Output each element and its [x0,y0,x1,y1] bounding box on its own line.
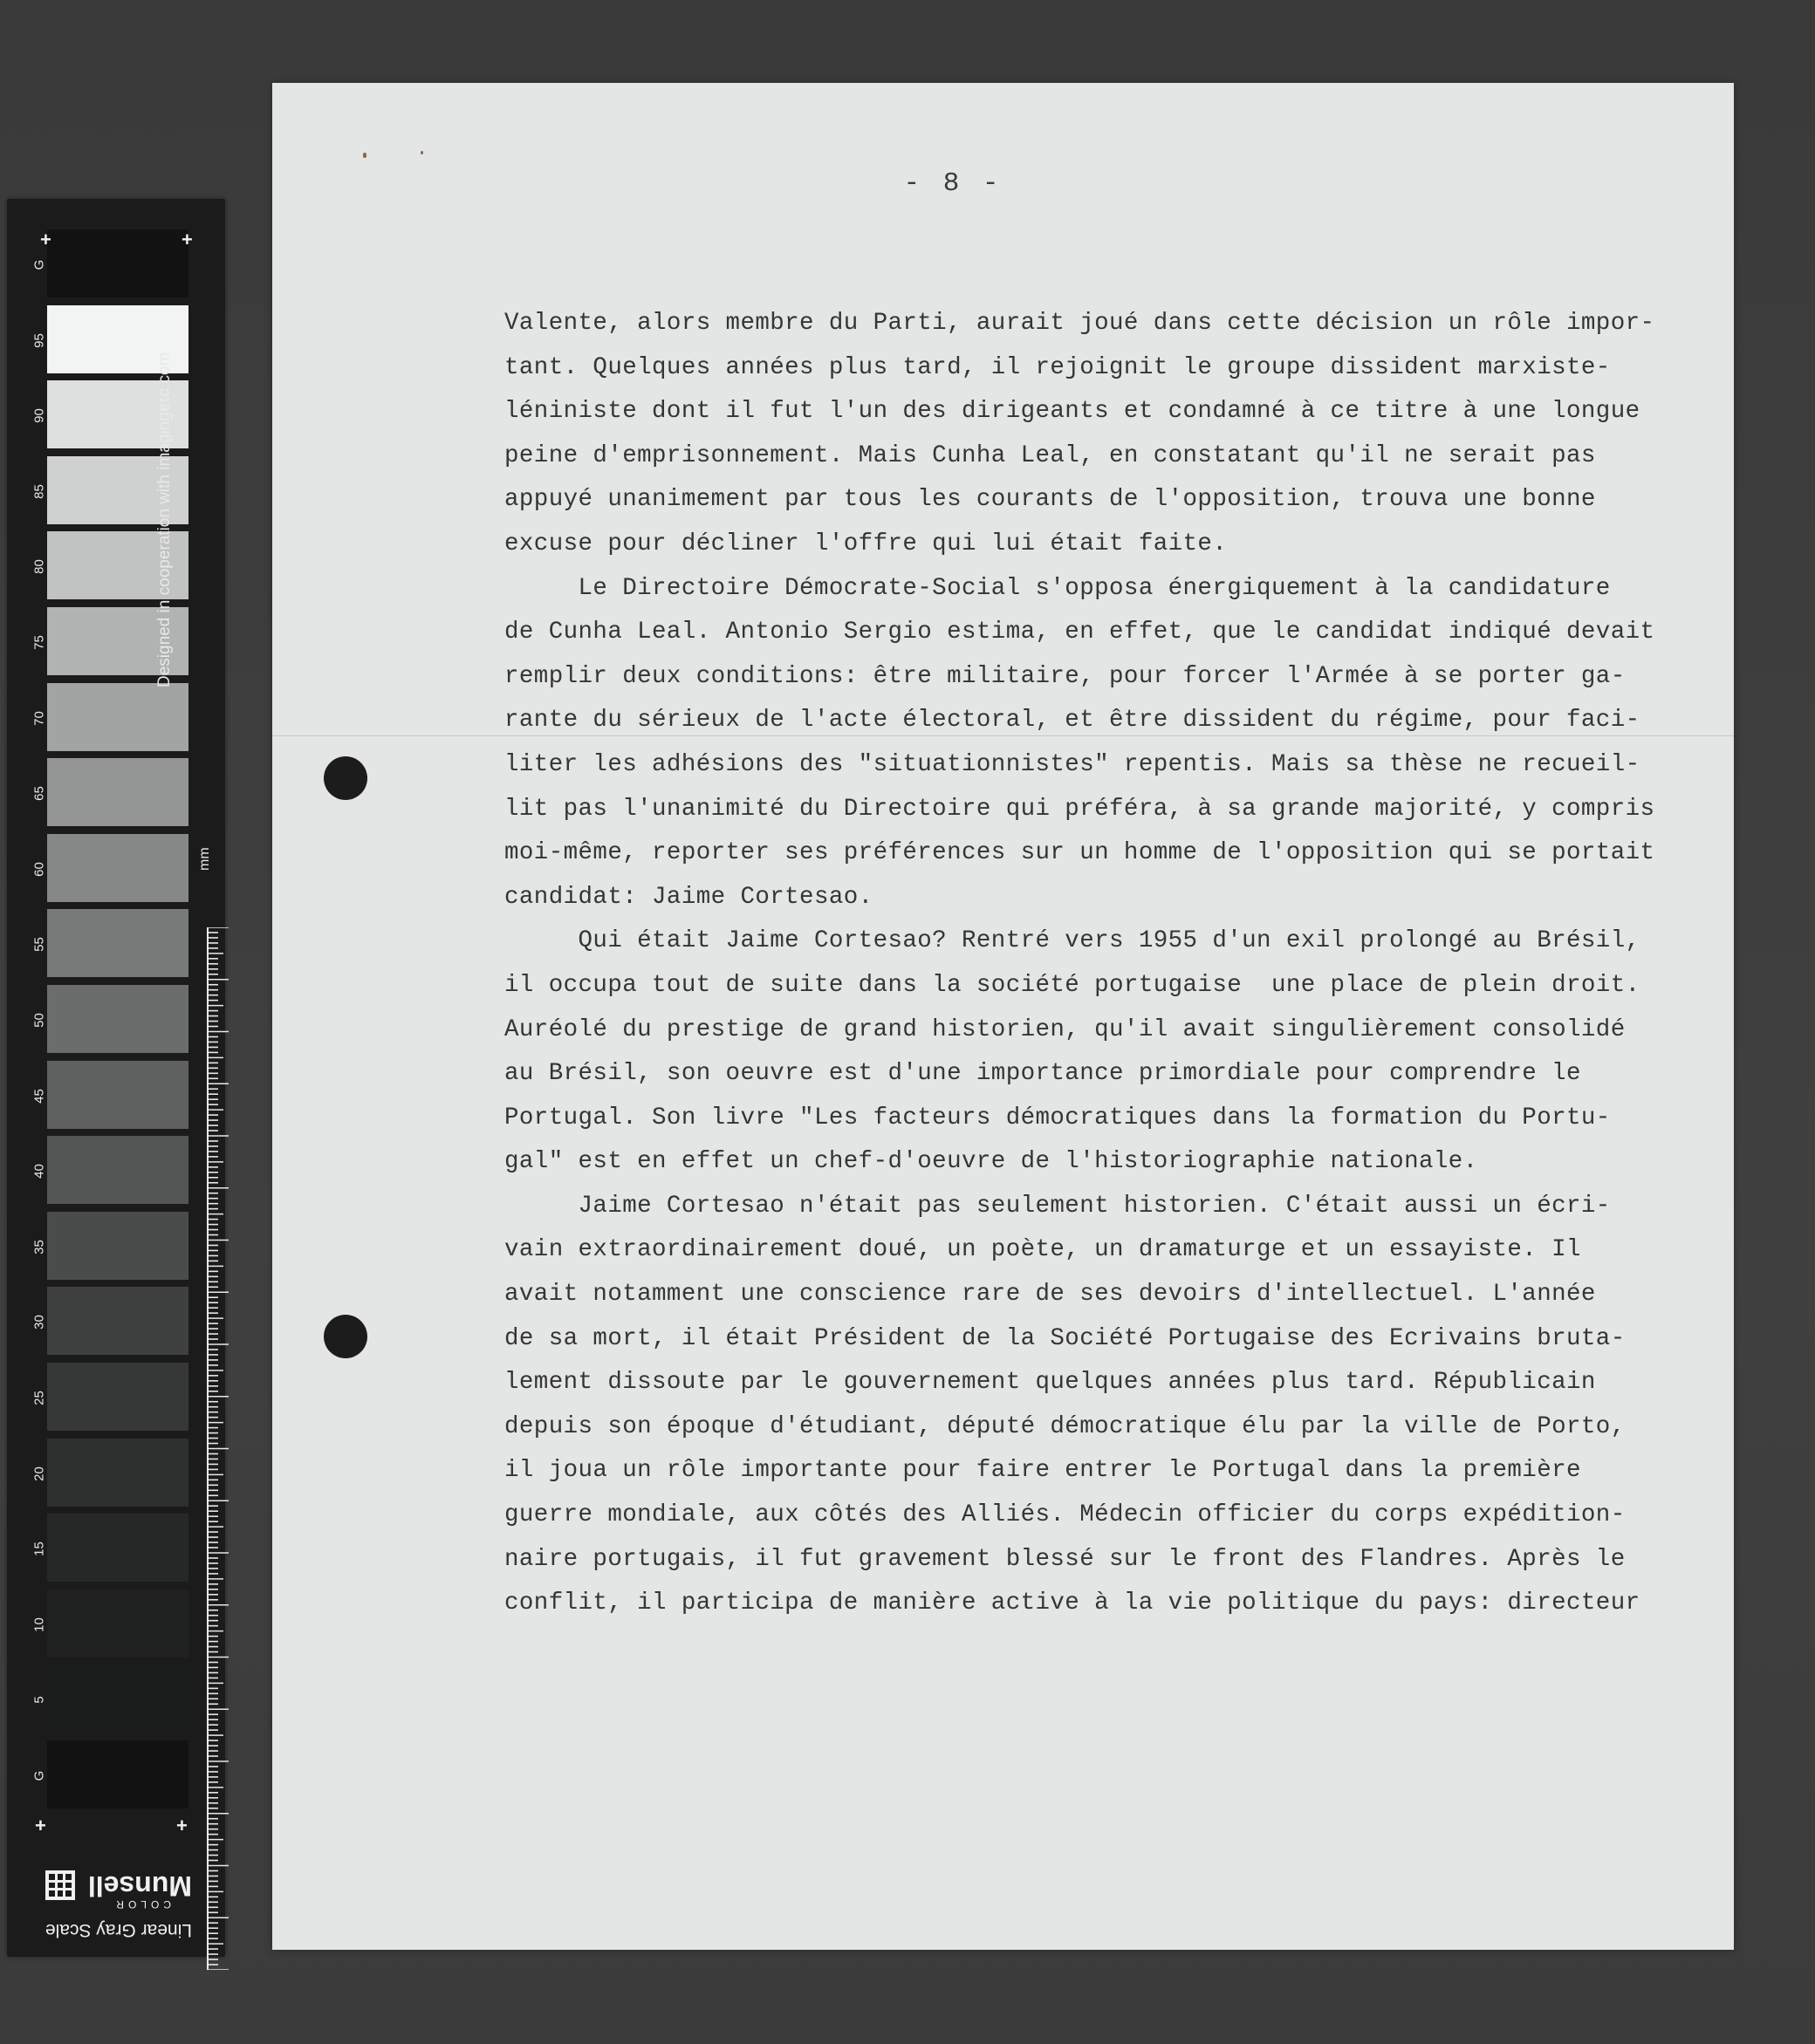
text-line: conflit, il participa de manière active à la vie politique du pays: directeur [504,1589,1640,1617]
gray-swatch [47,1363,188,1431]
text-line: rante du sérieux de l'acte électoral, et être dissident du régime, pour faci- [504,707,1640,735]
gray-scale-card [7,199,225,1957]
text-line: Qui était Jaime Cortesao? Rentré vers 1955 d'un exil prolongé au Brésil, [504,927,1640,955]
text-line: Auréolé du prestige de grand historien, qu'il avait singulièrement consolidé [504,1015,1626,1043]
text-line: lit pas l'unanimité du Directoire qui préféra, à sa grande majorité, y compris [504,795,1655,823]
swatch-label: 10 [31,1617,47,1632]
text-line: guerre mondiale, aux côtés des Alliés. Médecin officier du corps expédition- [504,1501,1626,1529]
text-line: appuyé unanimement par tous les courants de l'opposition, trouva une bonne [504,486,1596,514]
brand-block [31,1856,206,1952]
mm-ruler [206,927,229,1970]
swatch-label: 45 [31,1088,47,1104]
punch-hole-top [324,756,367,800]
text-line: candidat: Jaime Cortesao. [504,883,873,911]
text-line: léniniste dont il fut l'un des dirigeants et condamné à ce titre à une longue [504,398,1640,426]
swatch-label: 50 [31,1013,47,1028]
brand-sub: COLOR [112,1898,171,1911]
text-line: de Cunha Leal. Antonio Sergio estima, en effet, que le candidat indiqué devait [504,619,1655,646]
text-line: depuis son époque d'étudiant, député démocratique élu par la ville de Porto, [504,1412,1626,1440]
credit-bold: etc [155,387,174,413]
gray-swatch [47,1212,188,1280]
text-line: Le Directoire Démocrate-Social s'opposa énergiquement à la candidature [504,574,1611,602]
gray-swatch [47,758,188,826]
text-line: Jaime Cortesao n'était pas seulement historien. C'était aussi un écri- [504,1192,1611,1220]
gray-swatch [47,909,188,977]
scale-title: Linear Gray Scale [45,1920,192,1940]
text-line: naire portugais, il fut gravement blessé sur le front des Flandres. Après le [504,1545,1626,1573]
document-page [272,83,1734,1950]
gray-swatch [47,1665,188,1733]
swatch-label: 60 [31,861,47,877]
credit-prefix: Designed in cooperation with imaging [155,412,174,687]
text-line: moi-même, reporter ses préférences sur un homme de l'opposition qui se portait [504,839,1655,867]
mm-label: mm [197,847,212,871]
gray-swatch [47,1589,188,1658]
text-line: Portugal. Son livre "Les facteurs démocratiques dans la formation du Portu- [504,1104,1611,1131]
swatch-label: 5 [31,1696,47,1705]
text-line: au Brésil, son oeuvre est d'une importance primordiale pour comprendre le [504,1060,1581,1088]
credit-text [155,251,175,687]
text-line: remplir deux conditions: être militaire, pour forcer l'Armée à se porter ga- [504,662,1626,690]
text-line: gal" est en effet un chef-d'oeuvre de l'historiographie nationale. [504,1148,1478,1176]
text-line: vain extraordinairement doué, un poète, un dramaturge et un essayiste. Il [504,1236,1581,1264]
swatch-label: 15 [31,1542,47,1557]
text-line: il joua un rôle importante pour faire entrer le Portugal dans la première [504,1457,1581,1485]
punch-hole-bottom [324,1315,367,1358]
swatch-label: 85 [31,483,47,499]
swatch-label: 70 [31,710,47,726]
gray-swatch [47,1439,188,1507]
text-line: il occupa tout de suite dans la société portugaise une place de plein droit. [504,971,1640,999]
plus-mark-top-right: + [182,229,193,250]
swatch-label: 25 [31,1391,47,1405]
gray-swatch [47,1287,188,1355]
munsell-logo-icon [45,1870,75,1900]
document-body [504,302,1726,1626]
gray-swatch [47,985,188,1053]
swatch-label: 90 [31,408,47,424]
text-line: tant. Quelques années plus tard, il rejoignit le groupe dissident marxiste- [504,353,1611,381]
gray-swatch [47,834,188,902]
text-line: Valente, alors membre du Parti, aurait joué dans cette décision un rôle impor- [504,310,1655,337]
swatch-label: 40 [31,1164,47,1179]
gray-swatch [47,1136,188,1204]
text-line: de sa mort, il était Président de la Société Portugaise des Ecrivains bruta- [504,1324,1626,1352]
plus-mark-top-left: + [40,229,51,250]
swatch-label: 35 [31,1239,47,1254]
swatch-label: 65 [31,786,47,802]
gray-swatch [47,683,188,751]
brand-name: Munsell [87,1870,192,1902]
swatch-label: 80 [31,559,47,575]
swatch-label: G [31,1770,47,1781]
gray-swatch [47,1061,188,1129]
text-line: excuse pour décliner l'offre qui lui était faite. [504,530,1228,557]
paper-speck [363,153,366,158]
credit-suffix: .com [155,352,174,388]
gray-swatch [47,1740,188,1808]
swatch-label: 55 [31,937,47,953]
paper-speck [421,151,423,154]
text-line: avait notamment une conscience rare de ses devoirs d'intellectuel. L'année [504,1281,1596,1309]
plus-mark-bottom-left: + [35,1815,46,1836]
gray-swatch [47,1514,188,1582]
plus-mark-bottom-right: + [176,1815,188,1836]
swatch-label: G [31,259,47,270]
page-number: - 8 - [903,168,1003,199]
swatch-label: 30 [31,1315,47,1330]
text-line: lement dissoute par le gouvernement quelques années plus tard. Républicain [504,1369,1596,1397]
swatch-label: 75 [31,635,47,650]
text-line: liter les adhésions des "situationnistes" repentis. Mais sa thèse ne recueil- [504,750,1640,778]
text-line: peine d'emprisonnement. Mais Cunha Leal, en constatant qu'il ne serait pas [504,441,1596,469]
swatch-label: 95 [31,332,47,348]
swatch-label: 20 [31,1466,47,1481]
